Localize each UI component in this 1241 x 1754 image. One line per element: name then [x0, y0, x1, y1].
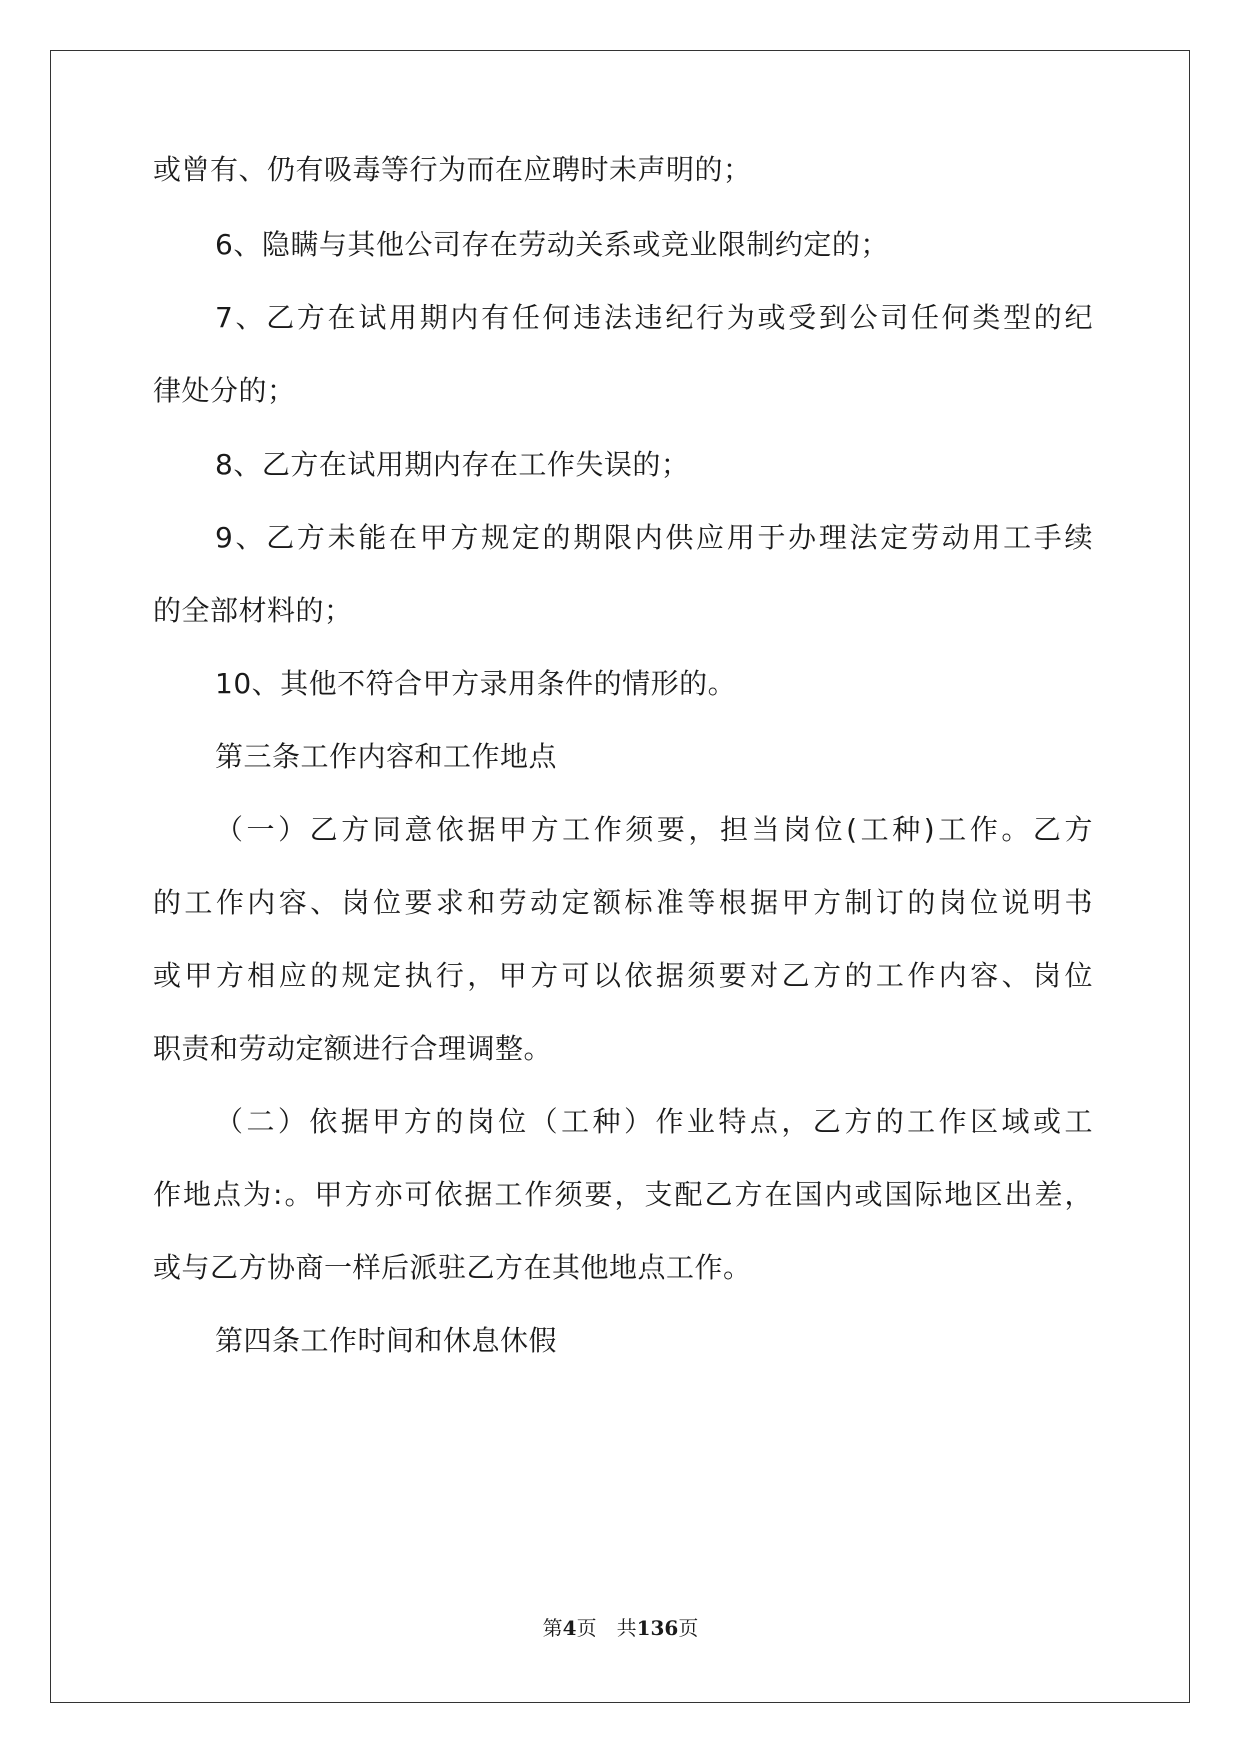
footer-prefix: 第: [542, 1616, 563, 1640]
text-line-2: 6、隐瞒与其他公司存在劳动关系或竞业限制约定的；: [215, 228, 889, 261]
text-line-15: 作地点为:。甲方亦可依据工作须要，支配乙方在国内或国际地区出差，: [153, 1178, 1093, 1211]
text-line-6: 9、乙方未能在甲方规定的期限内供应用于办理法定劳动用工手续: [215, 521, 1093, 554]
text-line-13: 职责和劳动定额进行合理调整。: [153, 1032, 553, 1065]
text-line-16: 或与乙方协商一样后派驻乙方在其他地点工作。: [153, 1251, 752, 1284]
current-page-number: 4: [562, 1616, 577, 1640]
text-line-12: 或甲方相应的规定执行，甲方可以依据须要对乙方的工作内容、岗位: [153, 959, 1093, 992]
section-heading-3: 第三条工作内容和工作地点: [215, 740, 558, 773]
footer-suffix: 页: [678, 1616, 699, 1640]
text-line-3: 7、乙方在试用期内有任何违法违纪行为或受到公司任何类型的纪: [215, 301, 1093, 334]
total-page-count: 136: [636, 1616, 679, 1640]
text-line-4: 律处分的；: [153, 374, 296, 407]
text-line-8: 10、其他不符合甲方录用条件的情形的。: [215, 667, 737, 700]
page-footer: [0, 1612, 1241, 1641]
text-line-14: （二）依据甲方的岗位（工种）作业特点，乙方的工作区域或工: [215, 1105, 1093, 1138]
footer-mid: 页 共: [576, 1616, 637, 1640]
text-line-10: （一）乙方同意依据甲方工作须要，担当岗位(工种)工作。乙方: [215, 813, 1093, 846]
text-line-5: 8、乙方在试用期内存在工作失误的；: [215, 448, 690, 481]
section-heading-4: 第四条工作时间和休息休假: [215, 1324, 558, 1357]
text-line-7: 的全部材料的；: [153, 594, 353, 627]
text-line-1: 或曾有、仍有吸毒等行为而在应聘时未声明的；: [153, 153, 752, 186]
text-line-11: 的工作内容、岗位要求和劳动定额标准等根据甲方制订的岗位说明书: [153, 886, 1093, 919]
